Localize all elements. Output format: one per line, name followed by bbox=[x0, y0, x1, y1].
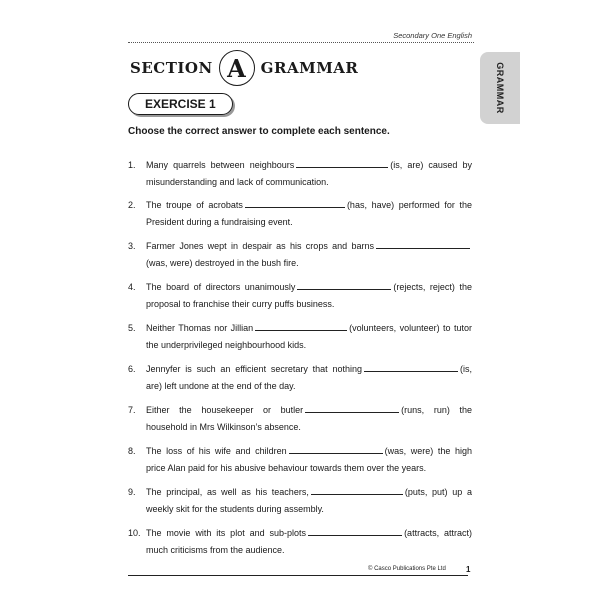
question-item bbox=[128, 238, 472, 272]
question-number: 4. bbox=[128, 282, 136, 292]
answer-blank[interactable] bbox=[308, 526, 402, 536]
question-number: 8. bbox=[128, 446, 136, 456]
question-text-before: The principal, as well as his teachers, bbox=[146, 487, 309, 497]
question-item bbox=[128, 443, 472, 477]
side-tab-label: GRAMMAR bbox=[495, 62, 505, 114]
question-number: 6. bbox=[128, 364, 136, 374]
question-text-after: (volunteers, volunteer) to tutor the underprivileged neighbourhood kids. bbox=[146, 323, 472, 350]
section-word: SECTION bbox=[130, 59, 213, 77]
question-number: 1. bbox=[128, 160, 136, 170]
section-letter-badge: A bbox=[219, 50, 255, 86]
answer-blank[interactable] bbox=[311, 485, 403, 495]
question-text-before: Neither Thomas nor Jillian bbox=[146, 323, 254, 333]
header-divider bbox=[128, 42, 474, 43]
question-text-before: The loss of his wife and children bbox=[146, 446, 287, 456]
answer-blank[interactable] bbox=[305, 403, 399, 413]
question-text-after: (runs, run) the household in Mrs Wilkinson’s absence. bbox=[146, 405, 472, 432]
question-item bbox=[128, 279, 472, 313]
side-tab bbox=[480, 52, 520, 124]
page-number: 1 bbox=[466, 565, 471, 574]
exercise-label: EXERCISE 1 bbox=[128, 93, 233, 115]
question-text-before: The movie with its plot and sub-plots bbox=[146, 528, 307, 538]
question-item bbox=[128, 484, 472, 518]
question-text-before: The board of directors unanimously bbox=[146, 282, 296, 292]
question-text-after: (was, were) the high price Alan paid for his abusive behaviour towards them over the years. bbox=[146, 446, 472, 473]
section-name: GRAMMAR bbox=[260, 59, 359, 77]
question-text-after: (is, are) caused by misunderstanding and lack of communication. bbox=[146, 160, 472, 187]
answer-blank[interactable] bbox=[296, 158, 388, 168]
question-text-before: The troupe of acrobats bbox=[146, 200, 243, 210]
question-number: 10. bbox=[128, 528, 141, 538]
question-number: 7. bbox=[128, 405, 136, 415]
question-text-after: (was, were) destroyed in the bush fire. bbox=[146, 258, 299, 268]
question-text-before: Many quarrels between neighbours bbox=[146, 160, 295, 170]
answer-blank[interactable] bbox=[255, 321, 347, 331]
question-text-after: (puts, put) up a weekly skit for the students during assembly. bbox=[146, 487, 472, 514]
question-text-before: Jennyfer is such an efficient secretary that nothing bbox=[146, 364, 362, 374]
question-number: 5. bbox=[128, 323, 136, 333]
course-header: Secondary One English bbox=[393, 31, 472, 40]
section-title bbox=[130, 50, 358, 86]
question-item bbox=[128, 197, 472, 231]
answer-blank[interactable] bbox=[289, 444, 383, 454]
question-item bbox=[128, 157, 472, 191]
answer-blank[interactable] bbox=[297, 280, 391, 290]
question-text-after: (rejects, reject) the proposal to franchise their curry puffs business. bbox=[146, 282, 472, 309]
answer-blank[interactable] bbox=[245, 198, 345, 208]
question-number: 9. bbox=[128, 487, 136, 497]
question-number: 3. bbox=[128, 241, 136, 251]
question-text-after: (has, have) performed for the President during a fundraising event. bbox=[146, 200, 472, 227]
footer-divider bbox=[128, 575, 468, 576]
question-item bbox=[128, 402, 472, 436]
instruction-text: Choose the correct answer to complete each sentence. bbox=[128, 126, 390, 137]
question-number: 2. bbox=[128, 200, 136, 210]
answer-blank[interactable] bbox=[364, 362, 458, 372]
answer-blank[interactable] bbox=[376, 239, 470, 249]
publisher-credit: © Casco Publications Pte Ltd bbox=[368, 566, 446, 572]
question-text-before: Either the housekeeper or butler bbox=[146, 405, 304, 415]
question-text-before: Farmer Jones wept in despair as his crops and barns bbox=[146, 241, 374, 251]
question-item bbox=[128, 525, 472, 559]
question-text-after: (attracts, attract) much criticisms from the audience. bbox=[146, 528, 472, 555]
question-text-after: (is, are) left undone at the end of the day. bbox=[146, 364, 472, 391]
question-item bbox=[128, 320, 472, 354]
question-item bbox=[128, 361, 472, 395]
